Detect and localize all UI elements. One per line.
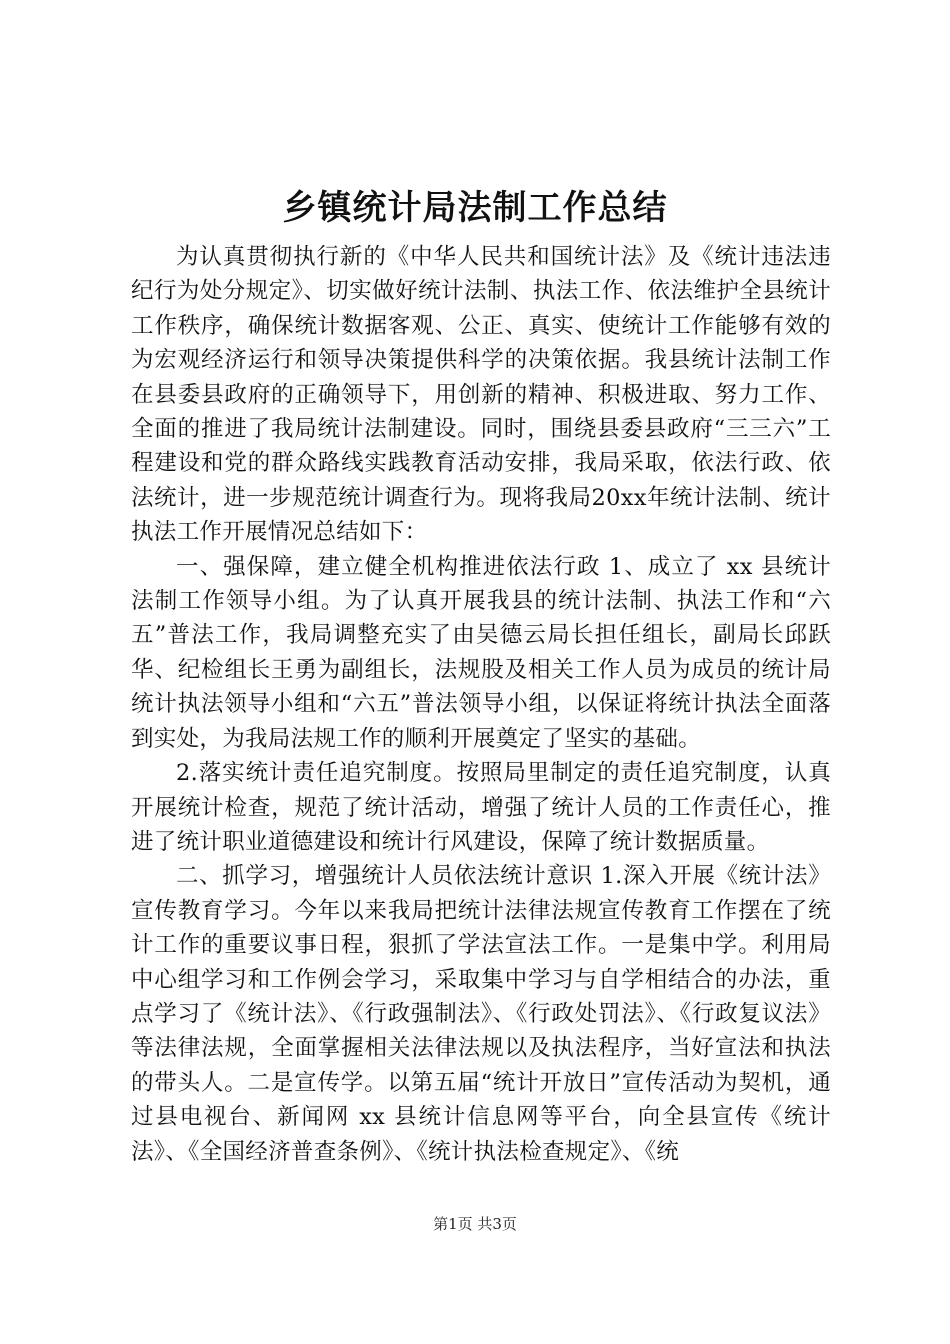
paragraph-section-1-item-2: 2.落实统计责任追究制度。按照局里制定的责任追究制度，认真开展统计检查，规范了统计活动，增强了统计人员的工作责任心，推进了统计职业道德建设和统计行风建设，保障了统计数据质量。: [131, 760, 831, 855]
document-title: 乡镇统计局法制工作总结: [282, 188, 668, 228]
page-footer: 第1页 共3页: [433, 1215, 517, 1233]
paragraph-intro: 为认真贯彻执行新的《中华人民共和国统计法》及《统计违法违纪行为处分规定》、切实做好统计法制、执法工作、依法维护全县统计工作秩序，确保统计数据客观、公正、真实、使统计工作能够有效的为宏观经济运行和领导决策提供科学的决策依据。我县统计法制工作在县委县政府的正确领导下，用创新的精神、积极进取、努力工作、全面的推进了我局统计法制建设。同时，围绕县委县政府“三三六”工程建设和党的群众路线实践教育活动安排，我局采取，依法行政、依法统计，进一步规范统计调查行为。现将我局20xx年统计法制、统计执法工作开展情况总结如下：: [131, 244, 831, 546]
paragraph-section-1: 一、强保障，建立健全机构推进依法行政 1、成立了 xx 县统计法制工作领导小组。为了认真开展我县的统计法制、执法工作和“六五”普法工作，我局调整充实了由吴德云局长担任组长，副局长邱跃华、纪检组长王勇为副组长，法规股及相关工作人员为成员的统计局统计执法领导小组和“六五”普法领导小组，以保证将统计执法全面落到实处，为我局法规工作的顺利开展奠定了坚实的基础。: [131, 553, 831, 752]
paragraph-section-2: 二、抓学习，增强统计人员依法统计意识 1.深入开展《统计法》宣传教育学习。今年以来我局把统计法律法规宣传教育工作摆在了统计工作的重要议事日程，狠抓了学法宣法工作。一是集中学。利用局中心组学习和工作例会学习，采取集中学习与自学相结合的办法，重点学习了《统计法》、《行政强制法》、《行政处罚法》、《行政复议法》等法律法规，全面掌握相关法律法规以及执法程序，当好宣法和执法的带头人。二是宣传学。以第五届“统计开放日”宣传活动为契机，通过县电视台、新闻网 xx 县统计信息网等平台，向全县宣传《统计法》、《全国经济普查条例》、《统计执法检查规定》、《统: [131, 863, 831, 1165]
document-body: [131, 240, 831, 1169]
